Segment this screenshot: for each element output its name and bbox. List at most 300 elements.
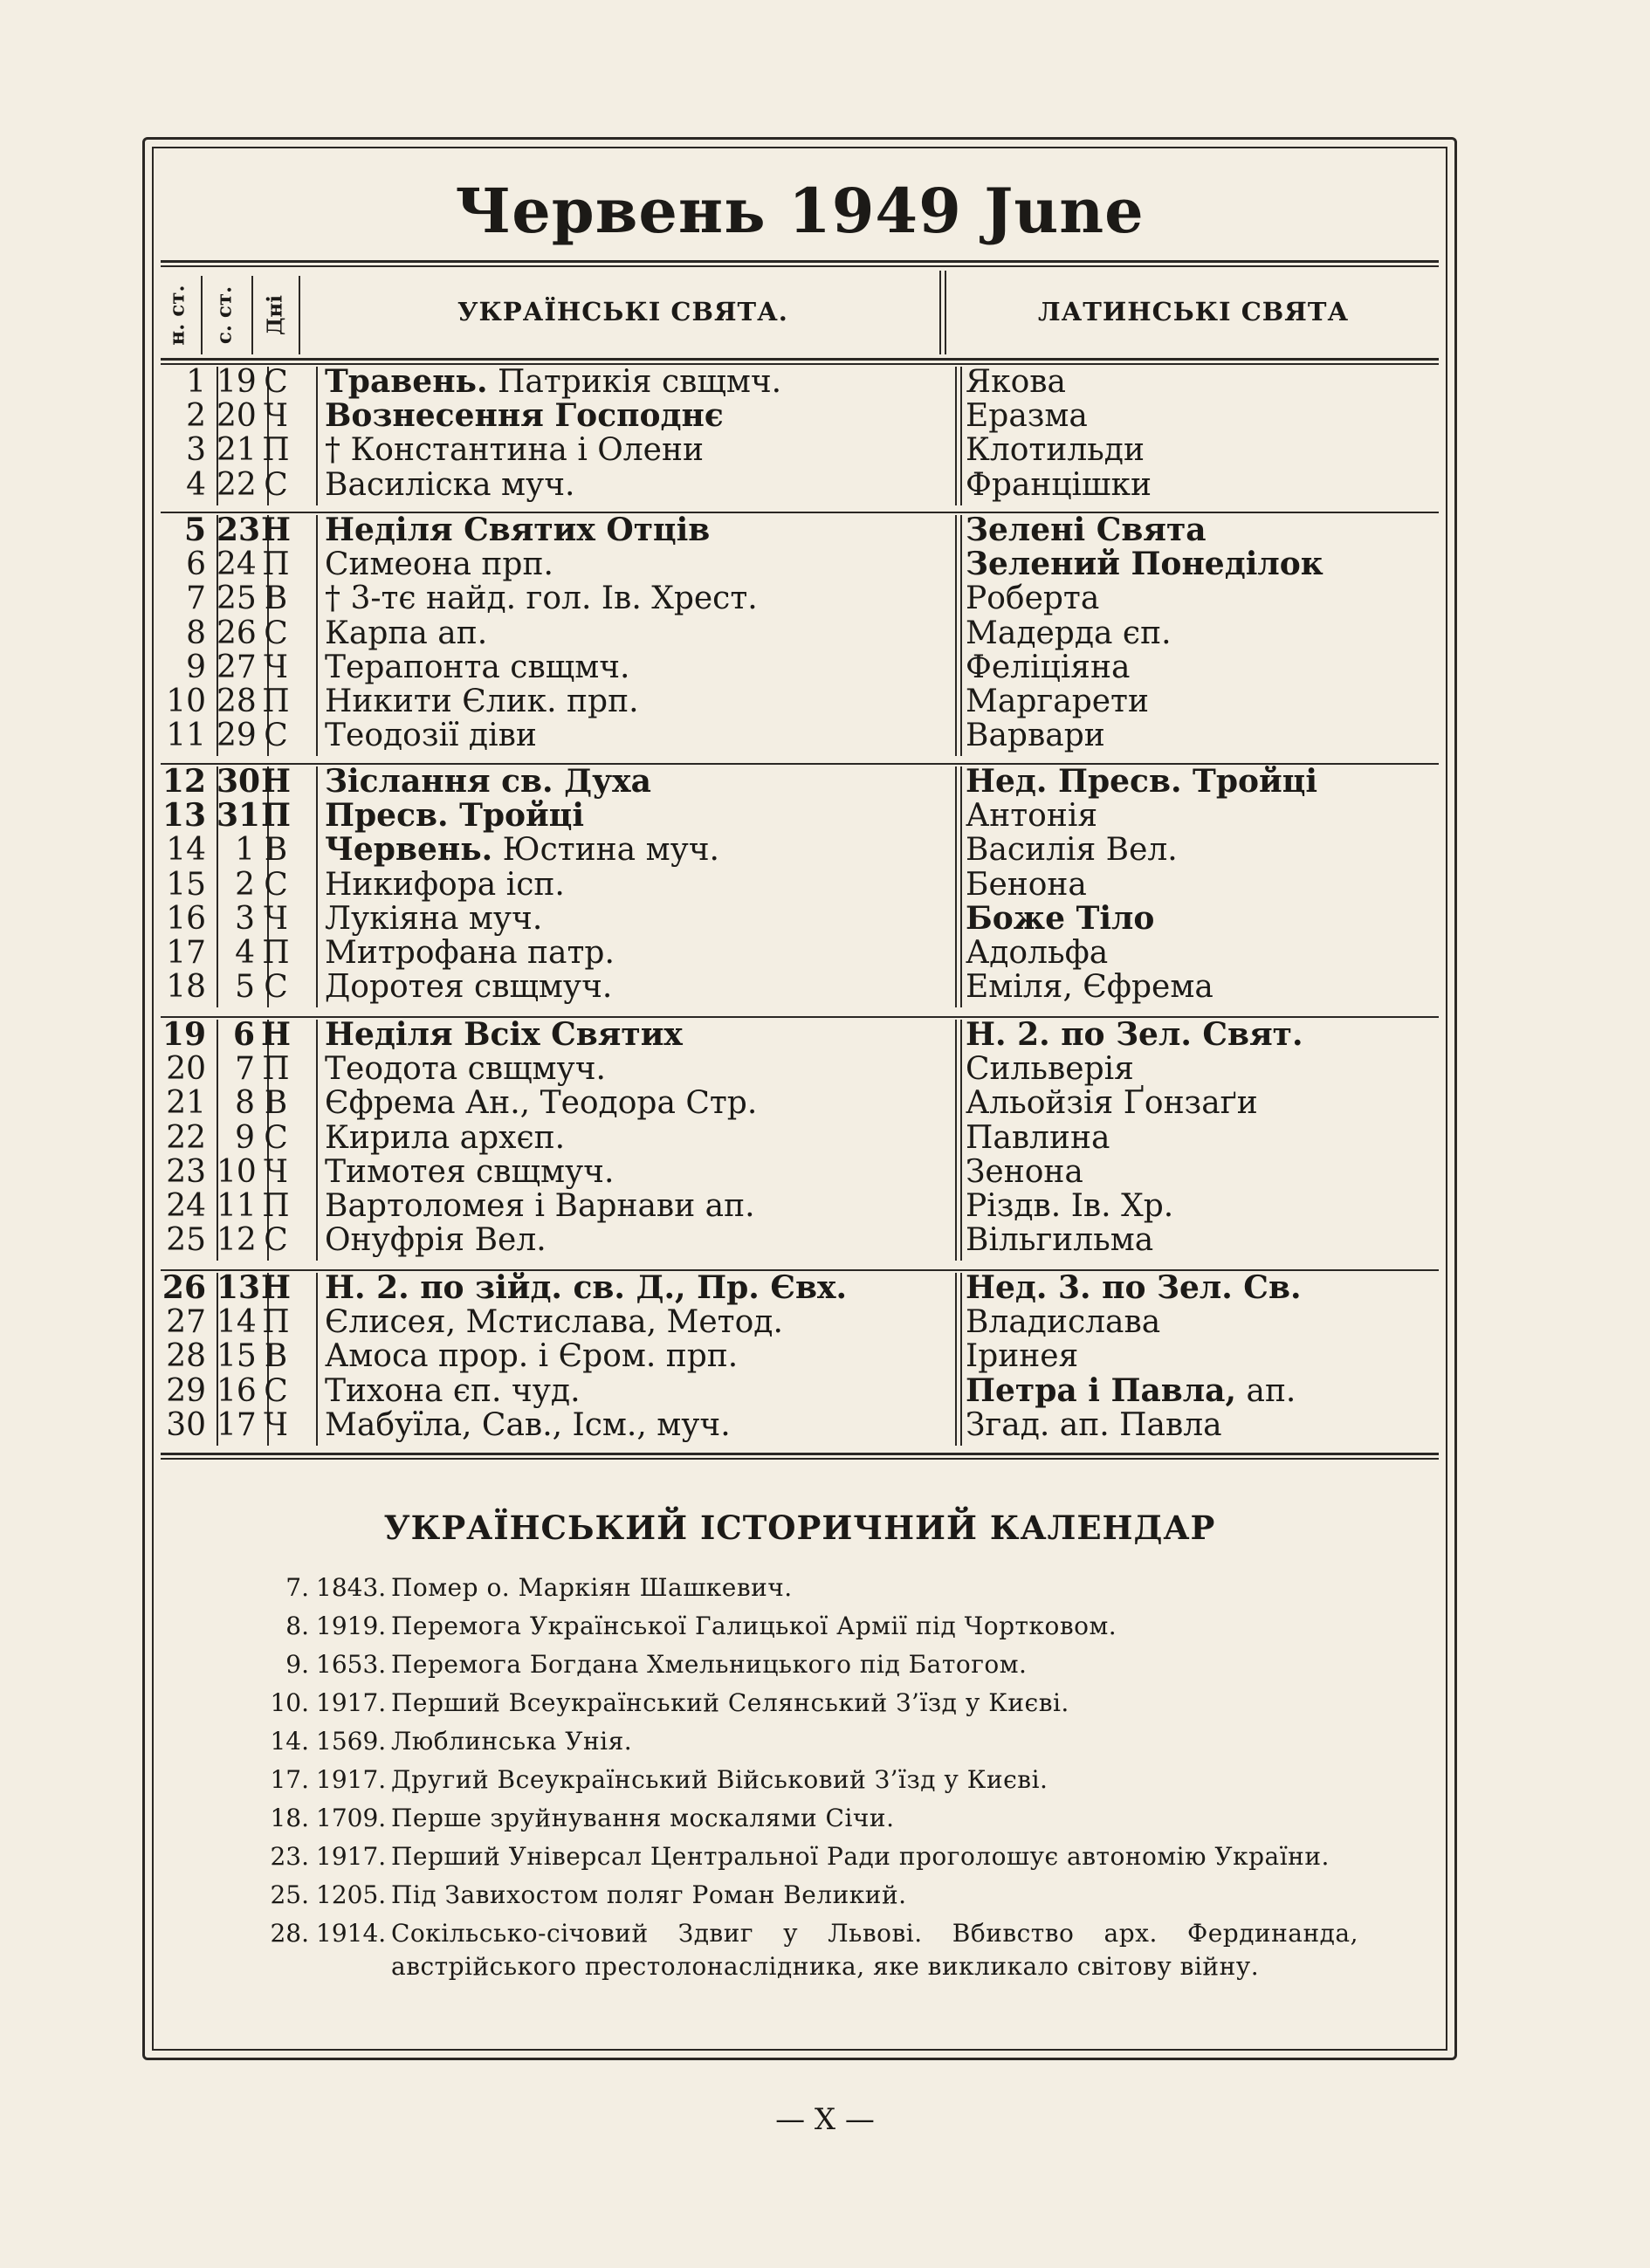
calendar-row: [161, 1339, 1439, 1373]
weekday: С: [264, 364, 288, 400]
weekday: П: [262, 1304, 290, 1341]
ukrainian-feast: [325, 1223, 547, 1257]
ukrainian-feast: [325, 1086, 757, 1120]
history-text: Помер о. Маркіян Шашкевич.: [391, 1573, 793, 1602]
ukrainian-feast-text: Доротея свщмуч.: [325, 969, 613, 1006]
new-style-date: 1: [186, 364, 206, 400]
history-item: [232, 1879, 1358, 1912]
header-ukrainian-feasts: УКРАЇНСЬКІ СВЯТА.: [457, 297, 788, 326]
history-item: [232, 1840, 1358, 1873]
latin-feast: [966, 581, 1099, 615]
latin-feast: [966, 1408, 1222, 1442]
old-style-date: 4: [235, 935, 255, 971]
ukrainian-feast-text: Митрофана патр.: [325, 935, 615, 971]
weekday: С: [264, 1222, 288, 1259]
history-text: Сокільсько-січовий Здвиг у Львові. Вбивство арх. Фердинанда, австрійського престолонаслідника, яке викликало світову війну.: [391, 1919, 1358, 1981]
weekday: В: [264, 1338, 288, 1375]
ukrainian-feast: [325, 1018, 683, 1052]
latin-feast: [966, 799, 1097, 833]
new-style-date: 2: [186, 398, 206, 435]
weekday: С: [264, 1119, 288, 1156]
weekday: Ч: [264, 398, 288, 435]
latin-feast-text: Василія Вел.: [966, 832, 1178, 869]
latin-feast-bold: Боже Тіло: [966, 899, 1155, 937]
ukrainian-feast: [325, 1155, 614, 1189]
latin-feast-text: Різдв. Ів. Хр.: [966, 1188, 1174, 1224]
latin-feast: [966, 899, 1155, 937]
history-item: [232, 1917, 1358, 1983]
history-text: Перемога Української Галицької Армії під Чортковом.: [391, 1612, 1117, 1640]
latin-feast-text: Адольфа: [966, 935, 1109, 971]
old-style-date: 29: [217, 718, 257, 754]
ukrainian-feast: [325, 1305, 783, 1339]
latin-feast-bold: Н. 2. по Зел. Свят.: [966, 1016, 1303, 1053]
latin-feast: [966, 1223, 1153, 1257]
latin-feast-text: Владислава: [966, 1304, 1161, 1341]
old-style-date: 15: [217, 1338, 257, 1375]
latin-feast: [966, 1305, 1160, 1339]
calendar-row: [161, 433, 1439, 467]
calendar-row: [161, 1189, 1439, 1223]
weekday: Ч: [264, 900, 288, 937]
new-style-date: 22: [166, 1119, 206, 1156]
history-list: [232, 1571, 1358, 1989]
latin-feast: [966, 718, 1105, 753]
history-day: 17.: [270, 1765, 309, 1794]
history-year: 1919.: [316, 1612, 387, 1640]
latin-feast: [966, 1155, 1083, 1189]
new-style-date: 9: [186, 649, 206, 685]
latin-feast: [966, 399, 1088, 433]
new-style-date: 13: [162, 797, 206, 835]
old-style-date: 30: [217, 763, 261, 800]
header-latin-feasts: ЛАТИНСЬКІ СВЯТА: [1038, 297, 1350, 326]
latin-feast: [966, 1189, 1173, 1223]
weekday: Ч: [264, 1406, 288, 1443]
history-text: Другий Всеукраїнський Військовий З’їзд у Києві.: [391, 1765, 1048, 1794]
latin-feast: [966, 1121, 1110, 1155]
history-item: [232, 1763, 1358, 1797]
new-style-date: 12: [162, 763, 206, 800]
latin-feast: [966, 868, 1087, 902]
latin-feast: [966, 1339, 1078, 1373]
latin-feast: [966, 765, 1317, 799]
weekday: С: [264, 1372, 288, 1409]
new-style-date: 21: [166, 1085, 206, 1122]
latin-feast: [966, 547, 1323, 581]
weekday: Ч: [264, 649, 288, 685]
old-style-date: 6: [232, 1016, 255, 1053]
ukrainian-feast-text: Никити Єлик. прп.: [325, 684, 639, 719]
history-item: [232, 1648, 1358, 1681]
ukrainian-feast-text: Патрикія свщмч.: [487, 364, 782, 400]
old-style-date: 7: [235, 1051, 255, 1088]
ukrainian-feast-text: Теодота свщмуч.: [325, 1051, 606, 1088]
calendar-row: [161, 365, 1439, 399]
ukrainian-feast-text: Тихона єп. чуд.: [325, 1372, 581, 1409]
new-style-date: 14: [166, 832, 206, 869]
ukrainian-feast-text: Онуфрія Вел.: [325, 1222, 547, 1259]
old-style-date: 8: [235, 1085, 255, 1122]
latin-feast-text: Францішки: [966, 466, 1152, 503]
latin-feast: [966, 1052, 1134, 1086]
ukrainian-feast-text: Терапонта свщмч.: [325, 649, 630, 685]
new-style-date: 18: [166, 969, 206, 1006]
weekday: Н: [260, 763, 291, 800]
calendar-row: [161, 1052, 1439, 1086]
weekday: С: [264, 866, 288, 903]
ukrainian-feast-bold: Травень.: [325, 363, 488, 400]
latin-feast: [966, 684, 1149, 718]
latin-feast: [966, 616, 1172, 650]
page-title: Червень 1949 June: [455, 175, 1145, 247]
ukrainian-feast-text: Никифора ісп.: [325, 866, 565, 903]
ukrainian-feast-text: Вартоломея і Варнави ап.: [325, 1188, 755, 1224]
history-day: 8.: [285, 1612, 309, 1640]
history-year: 1709.: [316, 1804, 387, 1832]
old-style-date: 28: [217, 684, 257, 719]
ukrainian-feast-bold: Червень.: [325, 831, 493, 869]
ukrainian-feast: [325, 468, 574, 502]
history-year: 1917.: [316, 1765, 387, 1794]
history-text: Перший Універсал Центральної Ради проголошує автономію України.: [391, 1842, 1330, 1871]
history-day: 18.: [270, 1804, 309, 1832]
latin-feast-bold: Нед. 3. по Зел. Св.: [966, 1269, 1302, 1306]
calendar-row: [161, 1305, 1439, 1339]
calendar-row: [161, 1271, 1439, 1305]
latin-feast-bold: Петра і Павла,: [966, 1371, 1237, 1409]
history-text: Під Завихостом поляг Роман Великий.: [391, 1880, 907, 1909]
header-divider: [945, 271, 946, 354]
new-style-date: 25: [166, 1222, 206, 1259]
new-style-date: 28: [166, 1338, 206, 1375]
header-new-style: н. ст.: [165, 285, 189, 346]
old-style-date: 10: [217, 1153, 257, 1190]
new-style-date: 7: [186, 581, 206, 617]
new-style-date: 27: [166, 1304, 206, 1341]
ukrainian-feast: [325, 365, 781, 399]
ukrainian-feast-text: Лукіяна муч.: [325, 900, 543, 937]
calendar-row: [161, 399, 1439, 433]
title-rule: [161, 260, 1439, 267]
weekday: П: [262, 1051, 290, 1088]
ukrainian-feast-bold: Н. 2. по зійд. св. Д., Пр. Євх.: [325, 1269, 847, 1306]
weekday: С: [264, 615, 288, 651]
ukrainian-feast-text: Василіска муч.: [325, 466, 575, 503]
header-old-style: с. ст.: [212, 285, 237, 345]
old-style-date: 9: [235, 1119, 255, 1156]
calendar-row: [161, 799, 1439, 833]
latin-feast-text: Якова: [966, 364, 1066, 400]
latin-feast: [966, 468, 1152, 502]
latin-feast-text: Згад. ап. Павла: [966, 1406, 1222, 1443]
ukrainian-feast: [325, 1339, 738, 1373]
weekday: Н: [260, 512, 291, 548]
ukrainian-feast: [325, 513, 710, 547]
old-style-date: 16: [217, 1372, 257, 1409]
ukrainian-feast: [325, 1408, 731, 1442]
new-style-date: 29: [166, 1372, 206, 1409]
header-divider: [939, 271, 941, 354]
new-style-date: 6: [186, 546, 206, 583]
new-style-date: 26: [162, 1269, 206, 1306]
latin-feast-bold: Нед. Пресв. Тройці: [966, 763, 1317, 800]
weekday: П: [262, 684, 290, 719]
calendar-row: [161, 513, 1439, 547]
calendar-row: [161, 1408, 1439, 1442]
history-day: 10.: [270, 1688, 309, 1717]
ukrainian-feast-bold: Неділя Всіх Святих: [325, 1016, 683, 1053]
history-year: 1917.: [316, 1842, 387, 1871]
latin-feast-text: Павлина: [966, 1119, 1110, 1156]
history-title: УКРАЇНСЬКИЙ ІСТОРИЧНИЙ КАЛЕНДАР: [383, 1509, 1216, 1547]
history-day: 9.: [285, 1650, 309, 1679]
calendar-row: [161, 765, 1439, 799]
weekday: Ч: [264, 1153, 288, 1190]
latin-feast-text: Феліціяна: [966, 649, 1131, 685]
new-style-date: 4: [186, 466, 206, 503]
calendar-row: [161, 581, 1439, 615]
calendar-row: [161, 1155, 1439, 1189]
old-style-date: 24: [217, 546, 257, 583]
latin-feast: [966, 1371, 1296, 1409]
history-day: 25.: [270, 1880, 309, 1909]
old-style-date: 14: [217, 1304, 257, 1341]
ukrainian-feast: [325, 684, 639, 718]
ukrainian-feast: [325, 616, 487, 650]
header-divider: [201, 276, 203, 354]
latin-feast: [966, 433, 1145, 467]
history-year: 1653.: [316, 1650, 387, 1679]
ukrainian-feast-text: Юстина муч.: [492, 832, 719, 869]
old-style-date: 11: [217, 1188, 257, 1224]
page-number: — X —: [775, 2102, 875, 2137]
history-text: Перше зруйнування москалями Січи.: [391, 1804, 895, 1832]
old-style-date: 5: [235, 969, 255, 1006]
history-day: 23.: [270, 1842, 309, 1871]
new-style-date: 8: [186, 615, 206, 651]
weekday: П: [261, 797, 291, 835]
latin-feast: [966, 1086, 1258, 1120]
old-style-date: 1: [235, 832, 255, 869]
latin-feast-text: Варвари: [966, 718, 1105, 754]
weekday: П: [262, 1188, 290, 1224]
old-style-date: 20: [217, 398, 257, 435]
latin-feast-text: Іринея: [966, 1338, 1079, 1375]
calendar-row: [161, 899, 1439, 937]
weekday: С: [264, 969, 288, 1006]
old-style-date: 19: [217, 364, 257, 400]
ukrainian-feast: [325, 936, 615, 970]
history-year: 1914.: [316, 1919, 387, 1948]
old-style-date: 21: [217, 432, 257, 469]
history-day: 7.: [285, 1573, 309, 1602]
ukrainian-feast: [325, 1121, 565, 1155]
latin-feast: [966, 970, 1213, 1004]
weekday: С: [264, 718, 288, 754]
weekday: П: [262, 546, 290, 583]
latin-feast-bold: Зелений Понеділок: [966, 546, 1323, 583]
latin-feast-text: Маргарети: [966, 684, 1149, 719]
calendar-row: [161, 684, 1439, 718]
weekday: Н: [260, 1016, 291, 1053]
calendar-row: [161, 616, 1439, 650]
ukrainian-feast-text: Карпа ап.: [325, 615, 488, 651]
old-style-date: 12: [217, 1222, 257, 1259]
old-style-date: 27: [217, 649, 257, 685]
new-style-date: 3: [186, 432, 206, 469]
ukrainian-feast-text: † Константина і Олени: [325, 432, 704, 469]
table-header: [161, 271, 1439, 358]
header-days: Дні: [263, 294, 287, 336]
ukrainian-feast: [325, 1374, 581, 1408]
old-style-date: 22: [217, 466, 257, 503]
ukrainian-feast-text: Симеона прп.: [325, 546, 553, 583]
history-year: 1569.: [316, 1727, 387, 1756]
history-text: Перемога Богдана Хмельницького під Батогом.: [391, 1650, 1028, 1679]
ukrainian-feast-bold: Пресв. Тройці: [325, 797, 585, 835]
calendar-frame: [142, 137, 1457, 2060]
history-item: [232, 1571, 1358, 1605]
weekday: В: [264, 1085, 288, 1122]
new-style-date: 30: [166, 1406, 206, 1443]
latin-feast-text: ап.: [1236, 1372, 1296, 1409]
new-style-date: 5: [183, 512, 206, 548]
latin-feast: [966, 650, 1130, 684]
old-style-date: 26: [217, 615, 257, 651]
old-style-date: 13: [217, 1269, 261, 1306]
latin-feast-text: Клотильди: [966, 432, 1145, 469]
calendar-row: [161, 1086, 1439, 1120]
history-day: 28.: [270, 1919, 309, 1948]
ukrainian-feast-text: Тимотея свщмуч.: [325, 1153, 615, 1190]
history-year: 1843.: [316, 1573, 387, 1602]
ukrainian-feast-text: Єлисея, Мстислава, Метод.: [325, 1304, 783, 1341]
ukrainian-feast: [325, 1189, 755, 1223]
latin-feast: [966, 936, 1108, 970]
header-divider: [299, 276, 300, 354]
ukrainian-feast: [325, 399, 724, 433]
ukrainian-feast-text: Мабуїла, Сав., Ісм., муч.: [325, 1406, 731, 1443]
new-style-date: 20: [166, 1051, 206, 1088]
history-item: [232, 1802, 1358, 1835]
latin-feast-text: Вільгильма: [966, 1222, 1154, 1259]
ukrainian-feast: [325, 718, 537, 753]
weekday: В: [264, 581, 288, 617]
latin-feast-text: Еразма: [966, 398, 1088, 435]
history-day: 14.: [270, 1727, 309, 1756]
weekday: П: [262, 935, 290, 971]
latin-feast: [966, 365, 1066, 399]
latin-feast-text: Зенона: [966, 1153, 1083, 1190]
old-style-date: 25: [217, 581, 257, 617]
header-divider: [251, 276, 253, 354]
old-style-date: 3: [235, 900, 255, 937]
new-style-date: 19: [162, 1016, 206, 1053]
latin-feast-text: Сильверія: [966, 1051, 1134, 1088]
ukrainian-feast-text: Єфрема Ан., Теодора Стр.: [325, 1085, 758, 1122]
ukrainian-feast-text: Теодозії діви: [325, 718, 537, 754]
ukrainian-feast: [325, 868, 565, 902]
calendar-row: [161, 547, 1439, 581]
ukrainian-feast: [325, 581, 758, 615]
latin-feast: [966, 1018, 1303, 1052]
ukrainian-feast: [325, 970, 612, 1004]
latin-feast-text: Антонія: [966, 798, 1098, 835]
ukrainian-feast: [325, 799, 584, 833]
calendar-row: [161, 468, 1439, 502]
latin-feast-text: Мадерда єп.: [966, 615, 1172, 651]
latin-feast-bold: Зелені Свята: [966, 512, 1207, 548]
calendar-row: [161, 1121, 1439, 1155]
latin-feast-text: Альойзія Ґонзаґи: [966, 1085, 1258, 1122]
calendar-row: [161, 833, 1439, 867]
old-style-date: 23: [217, 512, 261, 548]
ukrainian-feast: [325, 650, 629, 684]
calendar-row: [161, 936, 1439, 970]
calendar-row: [161, 868, 1439, 902]
calendar-row: [161, 1018, 1439, 1052]
ukrainian-feast: [325, 833, 719, 867]
ukrainian-feast-text: Кирила архєп.: [325, 1119, 566, 1156]
history-text: Люблинська Унія.: [391, 1727, 633, 1756]
latin-feast: [966, 513, 1207, 547]
calendar-row: [161, 650, 1439, 684]
latin-feast-text: Роберта: [966, 581, 1100, 617]
ukrainian-feast-bold: Неділя Святих Отців: [325, 512, 711, 548]
history-item: [232, 1687, 1358, 1720]
history-item: [232, 1610, 1358, 1643]
new-style-date: 10: [166, 684, 206, 719]
table-bottom-rule: [161, 1453, 1439, 1460]
calendar-row: [161, 1223, 1439, 1257]
old-style-date: 2: [235, 866, 255, 903]
new-style-date: 11: [166, 718, 206, 754]
history-item: [232, 1725, 1358, 1758]
latin-feast: [966, 833, 1178, 867]
old-style-date: 31: [217, 797, 261, 835]
new-style-date: 23: [166, 1153, 206, 1190]
weekday: В: [264, 832, 288, 869]
weekday: П: [262, 432, 290, 469]
new-style-date: 16: [166, 900, 206, 937]
latin-feast: [966, 1271, 1302, 1305]
ukrainian-feast-text: † 3-тє найд. гол. Ів. Хрест.: [325, 581, 758, 617]
weekday: С: [264, 466, 288, 503]
ukrainian-feast-text: Амоса прор. і Єром. прп.: [325, 1338, 739, 1375]
old-style-date: 17: [217, 1406, 257, 1443]
weekday: Н: [260, 1269, 291, 1306]
ukrainian-feast: [325, 765, 651, 799]
ukrainian-feast: [325, 433, 704, 467]
calendar-row: [161, 718, 1439, 753]
history-year: 1205.: [316, 1880, 387, 1909]
ukrainian-feast: [325, 902, 542, 936]
new-style-date: 17: [166, 935, 206, 971]
calendar-row: [161, 970, 1439, 1004]
calendar-row: [161, 1371, 1439, 1409]
history-text: Перший Всеукраїнський Селянський З’їзд у Києві.: [391, 1688, 1069, 1717]
ukrainian-feast-bold: Зіслання св. Духа: [325, 763, 651, 800]
ukrainian-feast: [325, 1052, 606, 1086]
ukrainian-feast-bold: Вознесення Господнє: [325, 397, 724, 435]
new-style-date: 24: [166, 1188, 206, 1224]
ukrainian-feast: [325, 547, 553, 581]
history-year: 1917.: [316, 1688, 387, 1717]
latin-feast-text: Бенона: [966, 866, 1087, 903]
ukrainian-feast: [325, 1271, 847, 1305]
latin-feast-text: Еміля, Єфрема: [966, 969, 1213, 1006]
